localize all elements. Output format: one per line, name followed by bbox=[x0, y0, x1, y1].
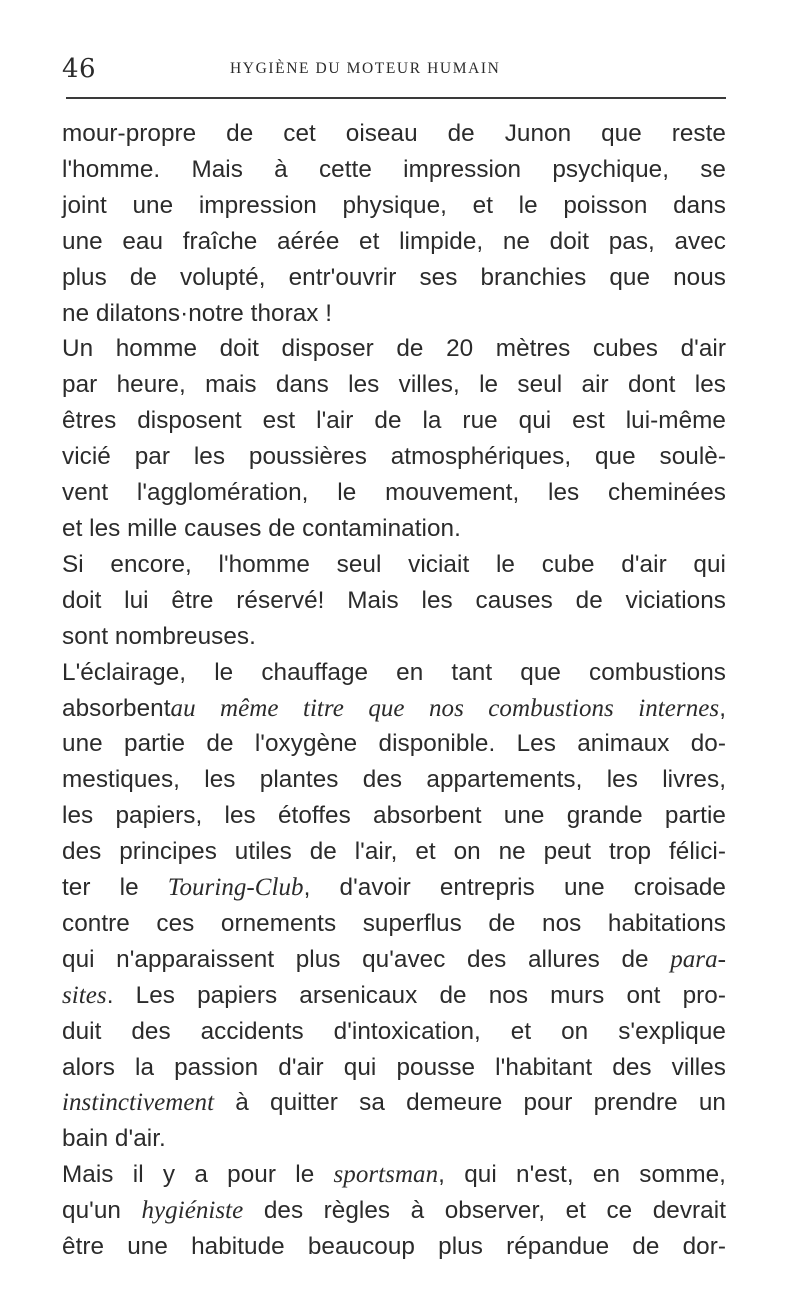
text-line bbox=[62, 1085, 726, 1121]
text-run: qu'un bbox=[62, 1197, 142, 1225]
text-run: une partie de l'oxygène disponible. Les animaux do- bbox=[62, 730, 726, 758]
italic-text: au même titre que nos combustions internes bbox=[170, 694, 720, 722]
italic-text: para- bbox=[670, 945, 726, 973]
header-rule bbox=[66, 97, 726, 99]
text-line bbox=[62, 403, 726, 439]
text-run: Mais il y a pour le bbox=[62, 1161, 334, 1189]
text-run: des principes utiles de l'air, et on ne peut trop félici- bbox=[62, 838, 726, 866]
text-run: alors la passion d'air qui pousse l'habitant des villes bbox=[62, 1053, 726, 1081]
text-line bbox=[62, 619, 726, 655]
text-line bbox=[62, 331, 726, 367]
text-run: Un homme doit disposer de 20 mètres cubes d'air bbox=[62, 335, 726, 363]
text-line bbox=[62, 188, 726, 224]
text-run: doit lui être réservé! Mais les causes de viciations bbox=[62, 586, 726, 614]
text-line bbox=[62, 978, 726, 1014]
text-run: , qui n'est, en somme, bbox=[438, 1161, 726, 1189]
text-run: vicié par les poussières atmosphériques, que soulè- bbox=[62, 443, 726, 471]
italic-text: sites bbox=[62, 981, 107, 1009]
text-run: et les mille causes de contamination. bbox=[62, 514, 461, 542]
text-run: joint une impression physique, et le poisson dans bbox=[62, 191, 726, 219]
text-line bbox=[62, 1014, 726, 1050]
italic-text: instinctivement bbox=[62, 1089, 215, 1117]
text-line bbox=[62, 1050, 726, 1086]
text-run: plus de volupté, entr'ouvrir ses branchies que nous bbox=[62, 263, 726, 291]
text-line bbox=[62, 1157, 726, 1193]
page-number: 46 bbox=[62, 54, 97, 84]
italic-text: Touring-Club bbox=[167, 874, 304, 902]
text-line bbox=[62, 260, 726, 296]
page-header bbox=[62, 50, 726, 90]
text-line bbox=[62, 1121, 726, 1157]
text-line bbox=[62, 798, 726, 834]
text-run: duit des accidents d'intoxication, et on s'explique bbox=[62, 1017, 726, 1045]
text-run: ne dilatons·notre thorax ! bbox=[62, 299, 333, 327]
text-run: . Les papiers arsenicaux de nos murs ont pro- bbox=[106, 981, 726, 1009]
text-run: l'homme. Mais à cette impression psychique, se bbox=[62, 155, 726, 183]
text-line bbox=[62, 906, 726, 942]
text-run: contre ces ornements superflus de nos habitations bbox=[62, 909, 726, 937]
text-line bbox=[62, 1229, 726, 1265]
text-run: à quitter sa demeure pour prendre un bbox=[214, 1089, 726, 1117]
text-run: être une habitude beaucoup plus répandue de dor- bbox=[62, 1233, 726, 1261]
text-run: mestiques, les plantes des appartements, les livres, bbox=[62, 766, 726, 794]
text-line bbox=[62, 1193, 726, 1229]
text-run: des règles à observer, et ce devrait bbox=[243, 1197, 726, 1225]
text-line bbox=[62, 762, 726, 798]
text-run: qui n'apparaissent plus qu'avec des allures de bbox=[62, 945, 671, 973]
text-line bbox=[62, 942, 726, 978]
text-line bbox=[62, 475, 726, 511]
text-run: êtres disposent est l'air de la rue qui est lui-même bbox=[62, 407, 726, 435]
text-line bbox=[62, 547, 726, 583]
text-run: les papiers, les étoffes absorbent une grande partie bbox=[62, 802, 726, 830]
text-run: mour-propre de cet oiseau de Junon que reste bbox=[62, 120, 726, 147]
text-run: Si encore, l'homme seul viciait le cube d'air qui bbox=[62, 550, 726, 578]
text-line bbox=[62, 439, 726, 475]
running-title: HYGIÈNE DU MOTEUR HUMAIN bbox=[230, 60, 501, 77]
text-line bbox=[62, 655, 726, 691]
text-run: L'éclairage, le chauffage en tant que combustions bbox=[62, 658, 726, 686]
text-line bbox=[62, 870, 726, 906]
text-line bbox=[62, 296, 726, 332]
text-run: ter le bbox=[62, 874, 168, 902]
text-line bbox=[62, 116, 726, 152]
text-run: , d'avoir entrepris une croisade bbox=[303, 874, 726, 902]
text-run: bain d'air. bbox=[62, 1125, 166, 1153]
text-line bbox=[62, 511, 726, 547]
text-run: vent l'agglomération, le mouvement, les cheminées bbox=[62, 479, 726, 507]
text-line bbox=[62, 367, 726, 403]
text-run: absorbent bbox=[62, 694, 171, 722]
text-line bbox=[62, 224, 726, 260]
italic-text: hygiéniste bbox=[141, 1197, 244, 1225]
body-text bbox=[62, 116, 726, 1265]
text-run: par heure, mais dans les villes, le seul air dont les bbox=[62, 371, 726, 399]
text-line bbox=[62, 691, 726, 727]
italic-text: sportsman bbox=[333, 1161, 439, 1189]
text-run: sont nombreuses. bbox=[62, 622, 256, 650]
text-line bbox=[62, 726, 726, 762]
text-line bbox=[62, 834, 726, 870]
text-line bbox=[62, 583, 726, 619]
text-run: , bbox=[719, 694, 726, 722]
text-line bbox=[62, 152, 726, 188]
text-run: une eau fraîche aérée et limpide, ne doit pas, avec bbox=[62, 227, 726, 255]
